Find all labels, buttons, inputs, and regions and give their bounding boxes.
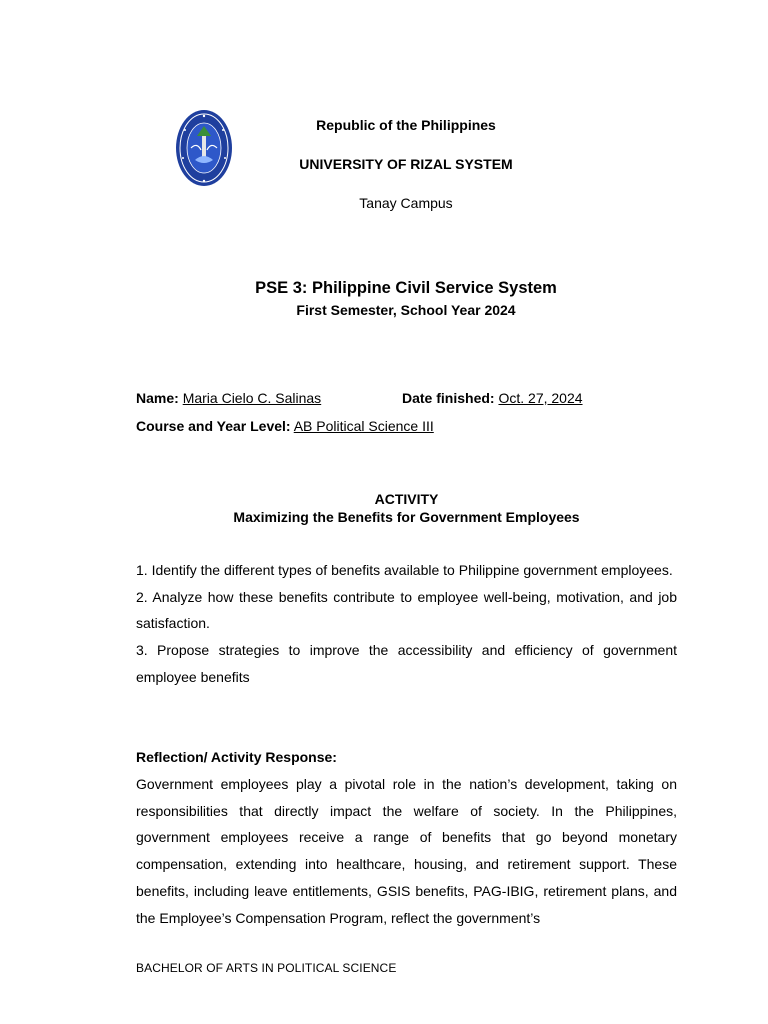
- course-year-label: Course and Year Level:: [136, 418, 291, 434]
- name-value: Maria Cielo C. Salinas: [182, 390, 322, 406]
- page-footer: BACHELOR OF ARTS IN POLITICAL SCIENCE: [136, 961, 397, 975]
- course-subtitle: First Semester, School Year 2024: [296, 302, 516, 318]
- instruction-item-3: 3. Propose strategies to improve the accessibility and efficiency of government employee benefits: [136, 642, 677, 685]
- date-label: Date finished:: [402, 390, 495, 406]
- activity-title: ACTIVITY: [374, 491, 439, 507]
- activity-subtitle: Maximizing the Benefits for Government Employees: [233, 509, 580, 525]
- date-value: Oct. 27, 2024: [498, 390, 583, 406]
- name-label: Name:: [136, 390, 179, 406]
- reflection-body: [136, 771, 677, 931]
- reflection-paragraph: Government employees play a pivotal role in the nation’s development, taking on responsibilities that directly impact the welfare of society. In the Philippines, government employees receive a range of benefits that go beyond monetary compensation, extending into healthcare, housing, and retirement support. These benefits, including leave entitlements, GSIS benefits, PAG-IBIG, retirement plans, and the Employee’s Compensation Program, reflect the government’s: [136, 776, 677, 926]
- campus-heading: Tanay Campus: [359, 195, 453, 211]
- republic-heading: Republic of the Philippines: [316, 117, 496, 133]
- date-field: [402, 389, 583, 407]
- course-title: PSE 3: Philippine Civil Service System: [255, 279, 557, 297]
- activity-instructions: [136, 557, 677, 691]
- instruction-item-2: 2. Analyze how these benefits contribute to employee well-being, motivation, and job satisfaction.: [136, 588, 677, 632]
- course-year-field: [136, 417, 434, 435]
- course-year-value: AB Political Science III: [293, 418, 434, 434]
- name-field: [136, 389, 321, 407]
- instruction-item-1: 1. Identify the different types of benefits available to Philippine government employees.: [136, 562, 673, 578]
- reflection-heading: Reflection/ Activity Response:: [136, 749, 337, 765]
- university-heading: UNIVERSITY OF RIZAL SYSTEM: [299, 156, 513, 172]
